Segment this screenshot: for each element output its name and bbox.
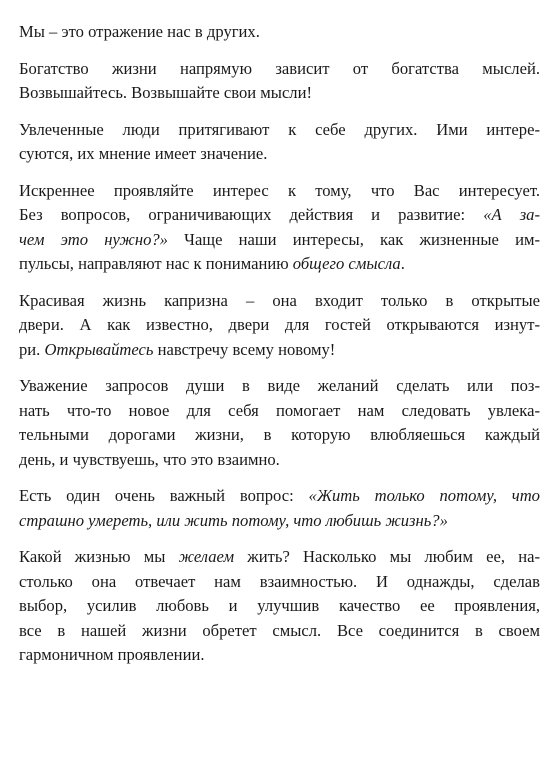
text-line <box>19 545 540 570</box>
text-run: пульсы, направляют нас к пониманию <box>19 254 293 273</box>
italic-phrase: общего смысла <box>292 254 401 273</box>
text-line <box>19 57 540 82</box>
text-run: нать что-то новое для себя помогает нам следовать увлека- <box>19 400 540 420</box>
italic-phrase: Открывайтесь <box>44 339 154 359</box>
text-run: Искреннее проявляйте интерес к тому, что Вас интересует. <box>19 180 540 200</box>
text-run: Мы – это отражение нас в других. <box>19 22 260 41</box>
italic-phrase: желаем <box>178 547 235 566</box>
text-line <box>19 289 540 314</box>
text-run: Красивая жизнь капризна – она входит только в открытые <box>19 290 540 310</box>
text-line <box>19 252 540 277</box>
paragraph <box>19 20 540 45</box>
text-body <box>19 20 540 668</box>
text-line <box>19 594 540 619</box>
text-run: все в нашей жизни обретет смысл. Все соединится в своем <box>19 620 540 640</box>
text-run: столько она отвечает нам взаимностью. И однажды, сделав <box>19 571 540 591</box>
paragraph <box>19 179 540 277</box>
text-run: выбор, усилив любовь и улучшив качество ее проявления, <box>19 596 540 615</box>
text-run: Уважение запросов души в виде желаний сделать или поз- <box>19 376 540 395</box>
text-line <box>19 423 540 448</box>
paragraph <box>19 545 540 668</box>
text-line <box>19 509 540 534</box>
text-run: Богатство жизни напрямую зависит от богатства мыслей. <box>19 58 540 78</box>
text-run: тельными дорогами жизни, в которую влюбляешься каждый <box>19 425 540 444</box>
italic-phrase: чем это нужно?» <box>19 229 168 249</box>
text-run: ри. <box>19 339 45 359</box>
text-line <box>19 179 540 204</box>
text-line <box>19 484 540 509</box>
text-line <box>19 619 540 644</box>
text-run: гармоничном проявлении. <box>19 645 205 664</box>
text-run: Возвышайтесь. Возвышайте свои мысли! <box>19 83 312 102</box>
text-line <box>19 203 540 228</box>
text-run: Без вопросов, ограничивающих действия и развитие: <box>19 205 484 224</box>
paragraph <box>19 57 540 106</box>
text-run: Чаще наши интересы, как жизненные им- <box>167 229 541 249</box>
italic-phrase: страшно умереть, или жить потому, что любишь жизнь?» <box>19 510 448 530</box>
text-line <box>19 142 540 167</box>
text-run: Какой жизнью мы <box>19 547 179 566</box>
text-run: жить? Насколько мы любим ее, на- <box>234 547 540 566</box>
text-line <box>19 313 540 338</box>
text-run: . <box>400 254 405 273</box>
paragraph <box>19 484 540 533</box>
text-line <box>19 448 540 473</box>
text-run: день, и чувствуешь, что это взаимно. <box>19 449 280 469</box>
text-line <box>19 228 540 253</box>
text-line <box>19 374 540 399</box>
document-page <box>19 20 540 680</box>
text-run: Увлеченные люди притягивают к себе других. Ими интере- <box>19 119 540 139</box>
text-run: двери. А как известно, двери для гостей открываются изнут- <box>19 315 540 334</box>
text-line <box>19 399 540 424</box>
paragraph <box>19 374 540 472</box>
paragraph <box>19 118 540 167</box>
text-line <box>19 570 540 595</box>
text-line <box>19 20 540 45</box>
italic-phrase: «А за- <box>483 205 540 224</box>
paragraph <box>19 289 540 363</box>
text-line <box>19 118 540 143</box>
text-line <box>19 643 540 668</box>
text-line <box>19 338 540 363</box>
text-line <box>19 81 540 106</box>
text-run: Есть один очень важный вопрос: <box>19 486 309 505</box>
italic-phrase: «Жить только потому, что <box>308 486 540 505</box>
text-run: суются, их мнение имеет значение. <box>19 144 268 163</box>
text-run: навстречу всему новому! <box>153 339 336 359</box>
